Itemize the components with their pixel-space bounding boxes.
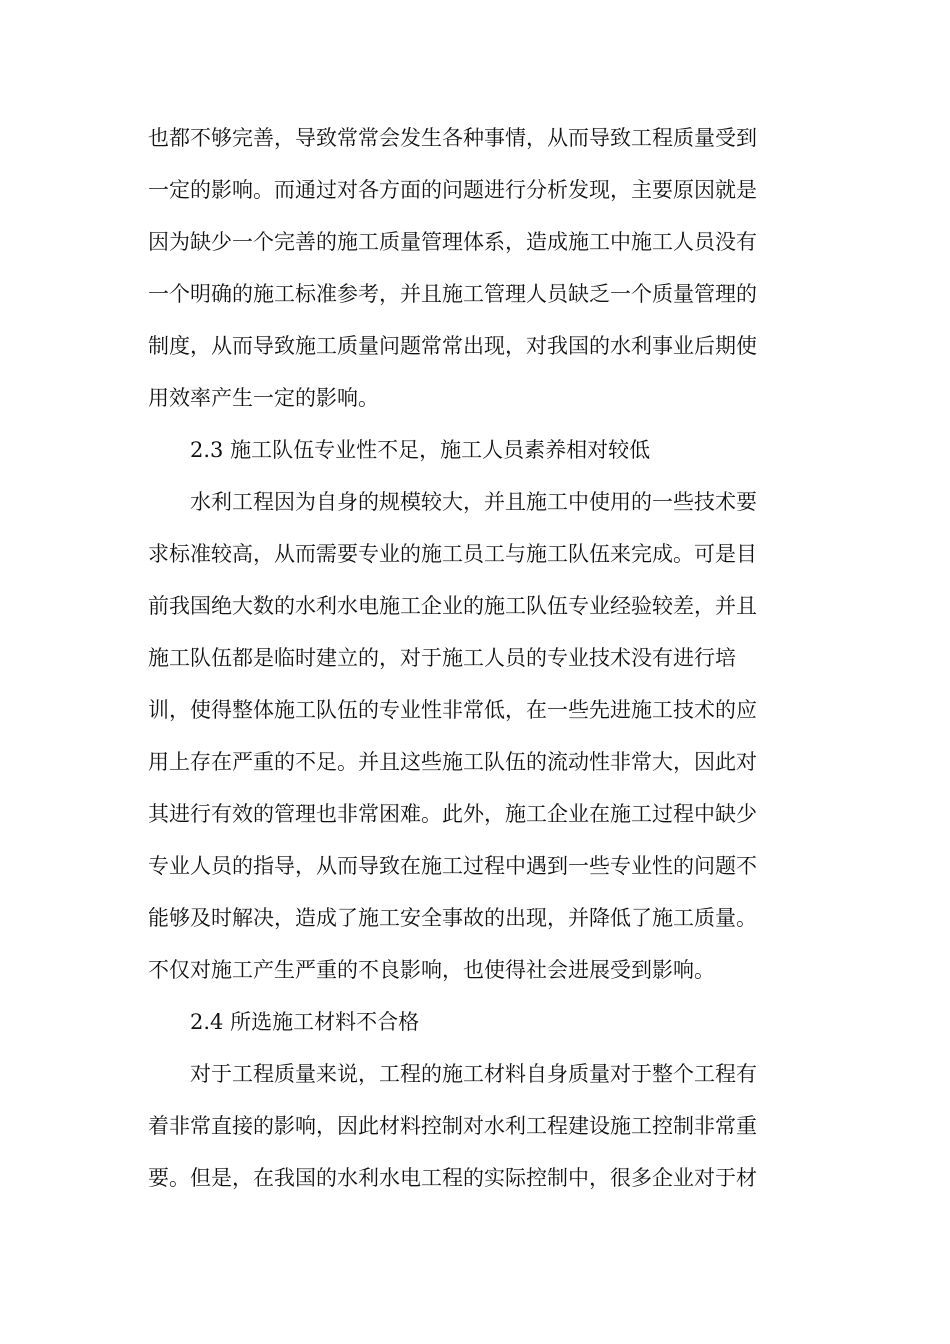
- paragraph-line: 着非常直接的影响，因此材料控制对水利工程建设施工控制非常重: [148, 1114, 757, 1138]
- paragraph-line: 施工队伍都是临时建立的，对于施工人员的专业技术没有进行培: [148, 646, 736, 670]
- paragraph-line: 一定的影响。而通过对各方面的问题进行分析发现，主要原因就是: [148, 178, 757, 202]
- paragraph-line: 训，使得整体施工队伍的专业性非常低，在一些先进施工技术的应: [148, 698, 757, 722]
- paragraph-line: 求标准较高，从而需要专业的施工员工与施工队伍来完成。可是目: [148, 542, 757, 566]
- section-heading-2-3: 2.3 施工队伍专业性不足，施工人员素养相对较低: [190, 438, 651, 462]
- paragraph-line: 制度，从而导致施工质量问题常常出现，对我国的水利事业后期使: [148, 334, 757, 358]
- paragraph-line: 用上存在严重的不足。并且这些施工队伍的流动性非常大，因此对: [148, 750, 757, 774]
- paragraph-line: 水利工程因为自身的规模较大，并且施工中使用的一些技术要: [190, 490, 757, 514]
- paragraph-line: 专业人员的指导，从而导致在施工过程中遇到一些专业性的问题不: [148, 854, 757, 878]
- paragraph-line: 其进行有效的管理也非常困难。此外，施工企业在施工过程中缺少: [148, 802, 757, 826]
- paragraph-line: 对于工程质量来说，工程的施工材料自身质量对于整个工程有: [190, 1062, 757, 1086]
- paragraph-line: 不仅对施工产生严重的不良影响，也使得社会进展受到影响。: [148, 958, 715, 982]
- paragraph-line: 要。但是，在我国的水利水电工程的实际控制中，很多企业对于材: [148, 1166, 757, 1190]
- paragraph-line: 也都不够完善，导致常常会发生各种事情，从而导致工程质量受到: [148, 126, 757, 150]
- paragraph-line: 前我国绝大数的水利水电施工企业的施工队伍专业经验较差，并且: [148, 594, 757, 618]
- paragraph-line: 因为缺少一个完善的施工质量管理体系，造成施工中施工人员没有: [148, 230, 757, 254]
- paragraph-line: 一个明确的施工标准参考，并且施工管理人员缺乏一个质量管理的: [148, 282, 757, 306]
- paragraph-line: 用效率产生一定的影响。: [148, 386, 379, 410]
- paragraph-line: 能够及时解决，造成了施工安全事故的出现，并降低了施工质量。: [148, 906, 757, 930]
- section-heading-2-4: 2.4 所选施工材料不合格: [190, 1010, 420, 1034]
